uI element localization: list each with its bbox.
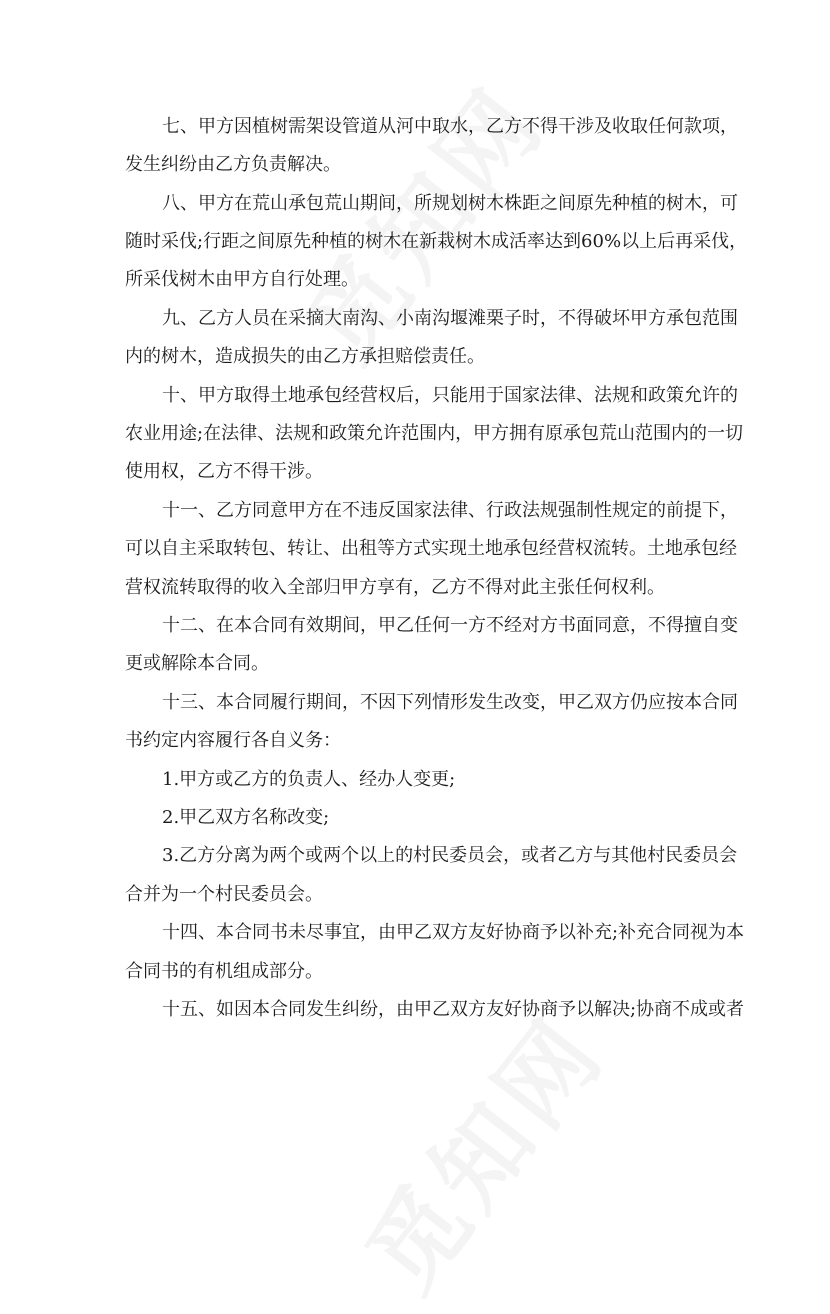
text-line: 九、乙方人员在采摘大南沟、小南沟堰滩栗子时，不得破坏甲方承包范围 (162, 308, 738, 329)
text-line: 十三、本合同履行期间，不因下列情形发生改变，甲乙双方仍应按本合同 (162, 692, 738, 713)
text-line: 2.甲乙双方名称改变; (162, 807, 330, 828)
text-line: 十五、如因本合同发生纠纷，由甲乙双方友好协商予以解决;协商不成或者 (162, 999, 745, 1020)
text-line: 发生纠纷由乙方负责解决。 (125, 154, 341, 175)
text-line: 十四、本合同书未尽事宜，由甲乙双方友好协商予以补充;补充合同视为本 (162, 922, 745, 943)
text-line: 3.乙方分离为两个或两个以上的村民委员会，或者乙方与其他村民委员会 (162, 845, 738, 866)
watermark (270, 54, 570, 384)
text-line: 1.甲方或乙方的负责人、经办人变更; (162, 769, 456, 790)
text-line: 八、甲方在荒山承包荒山期间，所规划树木株距之间原先种植的树木，可 (162, 193, 738, 214)
text-line: 十一、乙方同意甲方在不违反国家法律、行政法规强制性规定的前提下， (162, 500, 738, 521)
text-line: 随时采伐;行距之间原先种植的树木在新栽树木成活率达到60%以上后再采伐， (125, 231, 748, 252)
text-line: 所采伐树木由甲方自行处理。 (125, 269, 359, 290)
text-line: 更或解除本合同。 (125, 653, 269, 674)
text-line: 书约定内容履行各自义务： (125, 730, 341, 751)
text-line: 营权流转取得的收入全部归甲方享有，乙方不得对此主张任何权利。 (125, 577, 665, 598)
text-line: 合并为一个村民委员会。 (125, 884, 323, 905)
text-line: 可以自主采取转包、转让、出租等方式实现土地承包经营权流转。土地承包经 (125, 538, 737, 559)
watermark (330, 984, 630, 1314)
text-line: 合同书的有机组成部分。 (125, 961, 323, 982)
text-line: 农业用途;在法律、法规和政策允许范围内，甲方拥有原承包荒山范围内的一切 (125, 423, 744, 444)
text-line: 内的树木，造成损失的由乙方承担赔偿责任。 (125, 346, 485, 367)
text-line: 十二、在本合同有效期间，甲乙任何一方不经对方书面同意，不得擅自变 (162, 615, 738, 636)
text-line: 使用权，乙方不得干涉。 (125, 461, 323, 482)
text-line: 十、甲方取得土地承包经营权后，只能用于国家法律、法规和政策允许的 (162, 385, 738, 406)
text-line: 七、甲方因植树需架设管道从河中取水，乙方不得干涉及收取任何款项， (162, 116, 738, 137)
